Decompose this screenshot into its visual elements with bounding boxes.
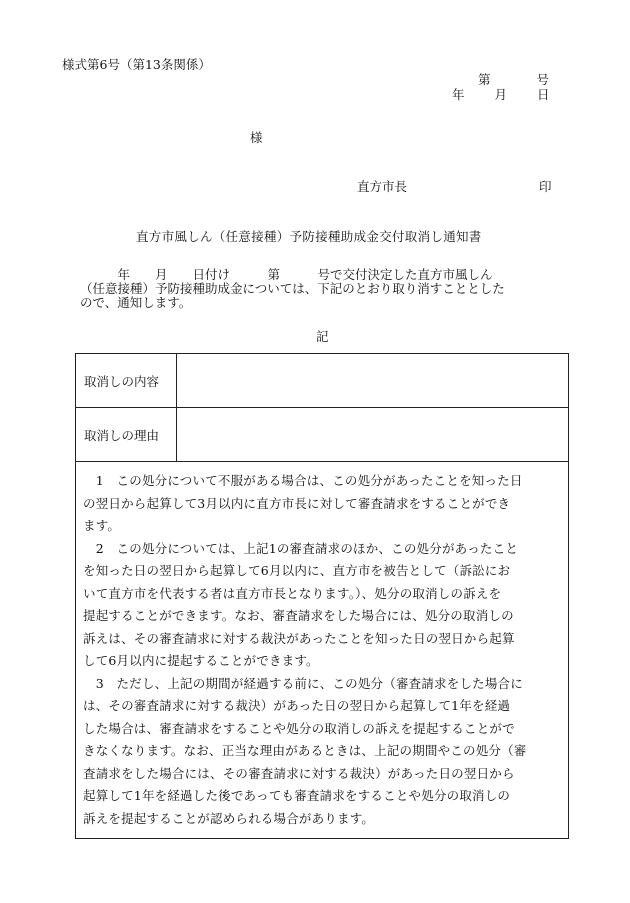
number-prefix: 第 — [478, 72, 491, 87]
document-title: 直方市風しん（任意接種）予防接種助成金交付取消し通知書 — [136, 229, 482, 244]
table-row — [76, 462, 569, 839]
form-number: 様式第6号（第13条関係） — [62, 57, 211, 72]
body-line: ので、通知します。 — [80, 295, 192, 310]
table-row — [76, 354, 569, 408]
body-paragraph — [80, 268, 564, 310]
notice-line: を知った日の翌日から起算して6月以内に、直方市を被告として（訴訟にお — [83, 563, 511, 578]
table-row — [76, 408, 569, 462]
notice-line: 訴えを提起することが認められる場合があります。 — [83, 810, 375, 826]
notice-line: した場合は、審査請求をすることや処分の取消しの訴えを提起することがで — [83, 720, 515, 736]
notice-line: 2 この処分については、上記1の審査請求のほか、この処分があったこと — [83, 540, 519, 556]
cancellation-table — [75, 353, 569, 839]
date-day: 日 — [537, 87, 550, 102]
number-suffix: 号 — [536, 72, 550, 87]
row-value — [177, 354, 569, 408]
issue-date-line — [452, 85, 550, 103]
addressee-suffix: 様 — [250, 130, 263, 145]
notice-line: 起算して1年を経過した後であっても審査請求をすることや処分の取消しの — [83, 788, 511, 803]
notice-line: は、その審査請求に対する裁決）があった日の翌日から起算して1年を経過 — [83, 698, 511, 713]
body-line: 年 月 日付け 第 号で交付決定した直方市風しん — [80, 267, 493, 282]
row-label: 取消しの理由 — [76, 408, 177, 462]
row-label: 取消しの内容 — [76, 354, 177, 408]
notice-line: 3 ただし、上記の期間が経過する前に、この処分（審査請求をした場合に — [83, 675, 523, 691]
notice-line: きなくなります。なお、正当な理由があるときは、上記の期間やこの処分（審 — [83, 743, 527, 758]
notice-line: して6月以内に提起することができます。 — [83, 653, 319, 668]
notice-line: 訴えは、その審査請求に対する裁決があったことを知った日の翌日から起算 — [83, 630, 515, 646]
body-line: （任意接種）予防接種助成金については、下記のとおり取り消すこととした — [80, 281, 505, 296]
notice-line: 査請求をした場合には、その審査請求に対する裁決）があった日の翌日から — [83, 765, 515, 781]
notice-line: ます。 — [83, 518, 121, 533]
ki-heading: 記 — [316, 329, 329, 344]
date-month: 月 — [494, 87, 508, 102]
notice-line: 1 この処分について不服がある場合は、この処分があったことを知った日 — [83, 473, 523, 488]
notice-line: の翌日から起算して3月以内に直方市長に対して審査請求をすることができ — [83, 495, 511, 511]
date-year: 年 — [452, 87, 465, 102]
notice-line: 提起することができます。なお、審査請求をした場合には、処分の取消しの — [83, 608, 514, 623]
row-value — [177, 408, 569, 462]
seal-mark: 印 — [539, 179, 552, 194]
issuer-name: 直方市長 — [357, 179, 408, 194]
notice-line: いて直方市を代表する者は直方市長となります。）、処分の取消しの訴えを — [83, 585, 502, 601]
appeal-notice — [76, 462, 569, 839]
